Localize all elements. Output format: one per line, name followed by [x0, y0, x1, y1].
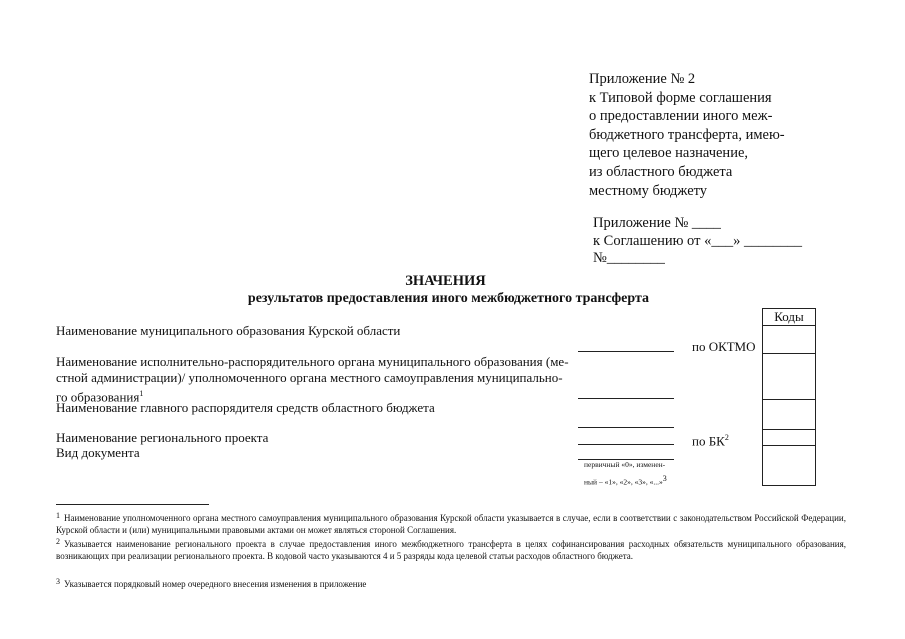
appendix-header [589, 70, 785, 200]
appendix-line: щего целевое назначение, [589, 145, 749, 162]
regional-project-label: Наименование регионального проекта [56, 430, 269, 445]
codes-row-divider [763, 445, 815, 446]
footnote-2 [56, 536, 846, 562]
bk-label: по БК [692, 433, 725, 449]
executive-organ-field-line [578, 398, 674, 399]
title-main: ЗНАЧЕНИЯ [405, 273, 486, 289]
appendix-line: из областного бюджета [589, 163, 733, 180]
document-type-hint [584, 458, 667, 490]
municipality-field-line [578, 351, 674, 352]
document-type-hint-text: ный – «1», «2», «3», «...» [584, 477, 663, 487]
chief-manager-label: Наименование главного распорядителя средств областного бюджета [56, 400, 435, 415]
executive-organ-text: го образования [56, 389, 140, 405]
footnote-ref-3: 3 [662, 474, 667, 483]
bk-label-wrap [692, 430, 729, 449]
executive-organ-line: стной администрации)/ уполномоченного органа местного самоуправления муниципально- [56, 370, 563, 385]
chief-manager-field-line [578, 427, 674, 428]
executive-organ-line: Наименование исполнительно-распорядительного органа муниципального образования (ме- [56, 354, 569, 369]
footnote-number: 3 [56, 577, 60, 586]
document-title [0, 273, 905, 308]
codes-row-divider [763, 399, 815, 400]
municipality-label: Наименование муниципального образования Курской области [56, 323, 401, 338]
codes-table [762, 308, 816, 486]
appendix-line: о предоставлении иного меж- [589, 108, 773, 125]
footnote-1 [56, 510, 846, 536]
codes-row-divider [763, 353, 815, 354]
document-type-hint-line [584, 472, 667, 490]
appendix-line: местному бюджету [589, 182, 708, 199]
footnote-separator [56, 504, 209, 505]
appendix-line: бюджетного трансферта, имею- [589, 126, 785, 143]
footnote-text: Указывается порядковый номер очередного внесения изменения в приложение [64, 579, 367, 589]
document-type-hint-line: первичный «0», изменен- [584, 460, 666, 469]
footnote-number: 2 [56, 537, 60, 546]
footnote-text: Указывается наименование регионального проекта в случае предоставления иного межбюджетного трансферта в целях софинансирования расходных обязательств муниципального образования, возникающих при реализации регионального проекта. В кодовой часто указываются 4 и 5 разряды кода целевой статьи расходов областного бюджета. [56, 539, 846, 561]
executive-organ-label [56, 354, 569, 405]
document-type-label: Вид документа [56, 445, 140, 460]
footnote-number: 1 [56, 511, 60, 520]
appendix-line: к Типовой форме соглашения [589, 89, 772, 106]
footnote-ref-2: 2 [724, 433, 729, 442]
oktmo-label: по ОКТМО [692, 339, 756, 354]
title-sub: результатов предоставления иного межбюджетного трансферта [247, 291, 650, 306]
agreement-appendix-line: №________ [593, 250, 665, 266]
appendix-line: Приложение № 2 [589, 71, 696, 87]
footnote-ref-1: 1 [139, 389, 144, 398]
agreement-appendix-line: к Соглашению от «___» ________ [593, 232, 802, 249]
regional-project-field-line [578, 444, 674, 445]
footnote-text: Наименование уполномоченного органа местного самоуправления муниципального образования Курской области указывается в случае, если в соответствии с законодательством Российской Федерации, Курской области и (или) муниципальными правовыми актами он может являться стороной Соглашения. [56, 513, 846, 535]
footnote-3 [56, 576, 846, 591]
agreement-appendix-header [593, 215, 802, 268]
agreement-appendix-line: Приложение № ____ [593, 215, 721, 231]
codes-row-divider [763, 429, 815, 430]
codes-header: Коды [763, 309, 815, 326]
